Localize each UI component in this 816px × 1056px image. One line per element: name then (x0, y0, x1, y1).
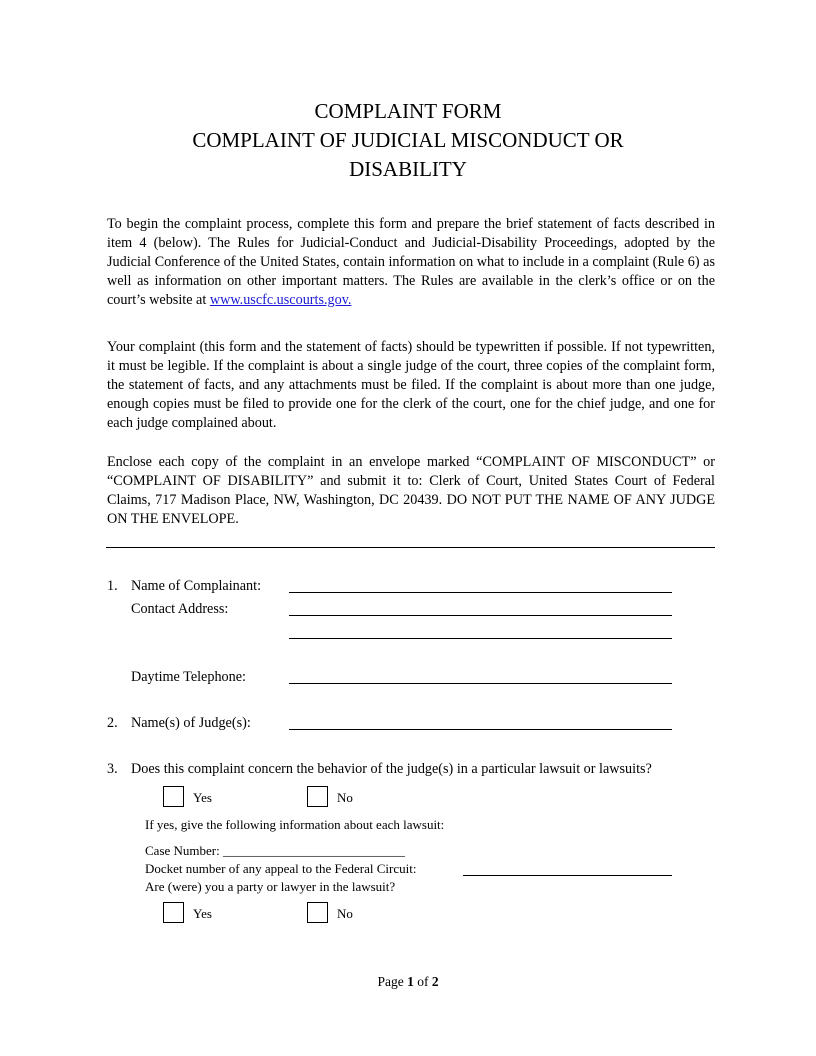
item-1-number: 1. (107, 578, 118, 594)
judge-names-label: Name(s) of Judge(s): (131, 715, 251, 731)
item-2-number: 2. (107, 715, 118, 731)
intro-paragraph-1 (107, 215, 715, 310)
lawsuit-question: Does this complaint concern the behavior of the judge(s) in a particular lawsuit or lawsuits? (131, 761, 652, 777)
party-yes-label: Yes (193, 906, 212, 921)
daytime-telephone-label: Daytime Telephone: (131, 669, 246, 685)
judge-names-field[interactable] (289, 729, 672, 730)
page-indicator (0, 974, 816, 990)
lawsuit-info-instruction: If yes, give the following information about each lawsuit: (145, 817, 445, 832)
intro-paragraph-1-text: To begin the complaint process, complete this form and prepare the brief statement of facts described in item 4 (below). The Rules for Judicial-Conduct and Judicial-Disability Proceedings, adopted by the Judicial Conference of the United States, contain information on what to include in a complaint (Rule 6) as well as information on other important matters. The Rules are available in the clerk’s office or on the court’s website at (107, 216, 715, 308)
section-divider (106, 547, 715, 548)
contact-address-label: Contact Address: (131, 601, 229, 617)
intro-paragraph-2: Your complaint (this form and the statement of facts) should be typewritten if possible. If not typewritten, it must be legible. If the complaint is about a single judge of the court, three copies of the complaint form, the statement of facts, and any attachments must be filed. If the complaint is about more than one judge, enough copies must be filed to provide one for the clerk of the court, one for the chief judge, and one for each judge complained about. (107, 339, 715, 431)
contact-address-field-line-1[interactable] (289, 615, 672, 616)
page-of: of (413, 974, 432, 989)
court-website-link[interactable]: www.uscfc.uscourts.gov. (209, 292, 352, 308)
lawsuit-yes-checkbox[interactable] (163, 786, 184, 807)
lawsuit-yes-label: Yes (193, 790, 212, 805)
lawsuit-no-checkbox[interactable] (307, 786, 328, 807)
docket-number-field[interactable] (463, 875, 672, 876)
title-line-1: COMPLAINT FORM (314, 99, 502, 123)
item-3-number: 3. (107, 761, 118, 777)
title-line-3: DISABILITY (349, 157, 467, 181)
page-total: 2 (431, 974, 439, 989)
intro-paragraph-3: Enclose each copy of the complaint in an envelope marked “COMPLAINT OF MISCONDUCT” or “COMPLAINT OF DISABILITY” and submit it to: Clerk of Court, United States Court of Federal Claims, 717 Madison Place, NW, Washington, DC 20439. DO NOT PUT THE NAME OF ANY JUDGE ON THE ENVELOPE. (107, 454, 715, 527)
docket-number-label: Docket number of any appeal to the Federal Circuit: (145, 861, 417, 876)
party-question: Are (were) you a party or lawyer in the lawsuit? (145, 879, 396, 894)
party-no-checkbox[interactable] (307, 902, 328, 923)
party-no-label: No (337, 906, 353, 921)
page-current: 1 (407, 974, 414, 989)
complainant-name-field[interactable] (289, 592, 672, 593)
contact-address-field-line-2[interactable] (289, 638, 672, 639)
party-yes-checkbox[interactable] (163, 902, 184, 923)
page-prefix: Page (377, 974, 408, 989)
lawsuit-no-label: No (337, 790, 353, 805)
case-number-label: Case Number: ____________________________ (145, 843, 405, 858)
complainant-name-label: Name of Complainant: (131, 578, 262, 594)
daytime-telephone-field[interactable] (289, 683, 672, 684)
form-title (0, 97, 816, 184)
title-line-2: COMPLAINT OF JUDICIAL MISCONDUCT OR (192, 128, 624, 152)
